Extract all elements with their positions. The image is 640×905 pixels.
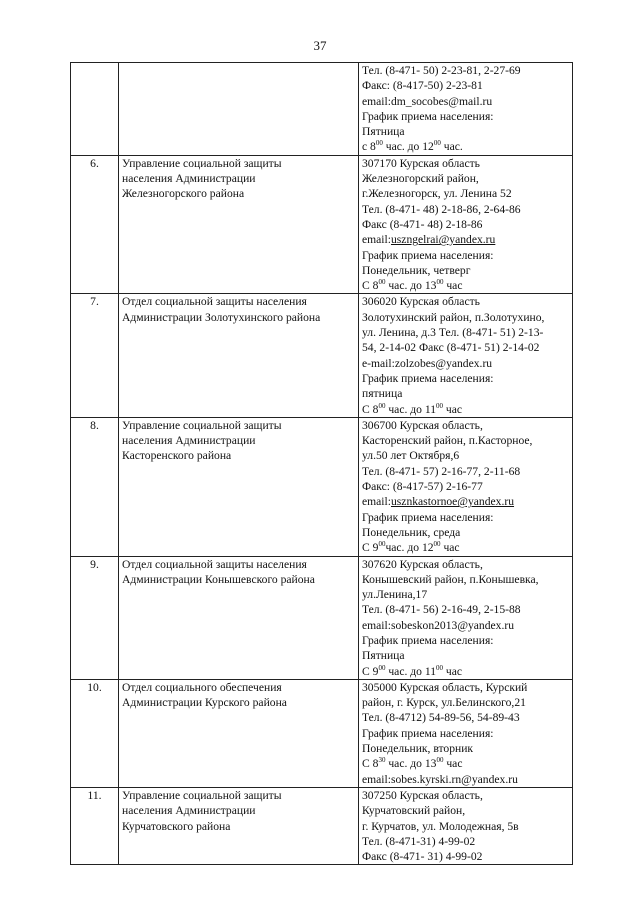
- hours-to-minutes: 00: [436, 401, 444, 410]
- contact-info-line: Понедельник, вторник: [362, 742, 474, 756]
- hours-to-minutes: 00: [436, 278, 444, 287]
- contact-info-line: Тел. (8-471- 50) 2-23-81, 2-27-69: [362, 64, 521, 77]
- contact-info-line: Тел. (8-471- 48) 2-18-86, 2-64-86: [362, 202, 521, 216]
- office-hours-line: [362, 540, 569, 555]
- contact-info-line: email:dm_socobes@mail.ru: [362, 94, 493, 108]
- contact-info-cell: [359, 679, 573, 787]
- table-row: [71, 294, 573, 417]
- hours-from-minutes: 00: [378, 663, 386, 672]
- organization-name-cell: [119, 63, 359, 156]
- contact-info-line: ул.50 лет Октября,6: [362, 449, 460, 463]
- email-prefix: email:: [362, 495, 391, 509]
- contact-info-line: email:sobes.kyrski.rn@yandex.ru: [362, 772, 518, 786]
- hours-from: С 8: [362, 279, 379, 293]
- contact-info-line: 307620 Курская область,: [362, 557, 483, 571]
- row-number: 8.: [71, 417, 119, 556]
- contact-info-line: График приема населения:: [362, 726, 494, 740]
- contact-info-line: г.Железногорск, ул. Ленина 52: [362, 187, 512, 201]
- hours-unit: час: [443, 279, 463, 293]
- contact-info-line: 307250 Курская область,: [362, 788, 483, 802]
- organization-name-line: Железногорского района: [122, 187, 245, 201]
- contact-info-line: Конышевский район, п.Конышевка,: [362, 572, 539, 586]
- hours-to-minutes: 00: [433, 540, 441, 549]
- table-row: [71, 679, 573, 787]
- contact-info-line: Тел. (8-471- 57) 2-16-77, 2-11-68: [362, 464, 521, 478]
- contact-info-line: Пятница: [362, 649, 405, 663]
- contact-info-line: Золотухинский район, п.Золотухино,: [362, 310, 545, 324]
- table-row: [71, 787, 573, 864]
- contact-info-line: email:sobeskon2013@yandex.ru: [362, 618, 515, 632]
- contact-info-line: г. Курчатов, ул. Молодежная, 5в: [362, 819, 519, 833]
- organization-name-cell: [119, 155, 359, 294]
- hours-from-minutes: 00: [378, 540, 386, 549]
- contact-info-line: Пятница: [362, 125, 405, 139]
- office-hours-line: [362, 402, 569, 417]
- hours-from: С 9: [362, 664, 379, 678]
- email-link[interactable]: uszngelrai@yandex.ru: [390, 233, 496, 247]
- row-number: 9.: [71, 556, 119, 679]
- row-number: 11.: [71, 787, 119, 864]
- organization-name-line: населения Администрации: [122, 434, 256, 448]
- contact-info-line: 54, 2-14-02 Факс (8-471- 51) 2-14-02: [362, 341, 540, 355]
- contact-info-line: Тел. (8-471-31) 4-99-02: [362, 834, 476, 848]
- contact-info-line: Факс (8-471- 48) 2-18-86: [362, 217, 483, 231]
- hours-from: с 8: [362, 140, 376, 154]
- social-protection-offices-table: [70, 62, 573, 865]
- contact-info-line: Факс (8-471- 31) 4-99-02: [362, 850, 483, 864]
- contact-info-line: район, г. Курск, ул.Белинского,21: [362, 696, 526, 710]
- contact-info-line: 306020 Курская область: [362, 295, 480, 309]
- contact-info-cell: [359, 155, 573, 294]
- hours-from-minutes: 00: [378, 278, 386, 287]
- hours-to: час. до 11: [385, 402, 437, 416]
- contact-info-line: пятница: [362, 387, 403, 401]
- hours-from-minutes: 00: [378, 401, 386, 410]
- contact-info-line: Факс: (8-417-57) 2-16-77: [362, 480, 483, 494]
- hours-to-minutes: 00: [436, 663, 444, 672]
- contact-info-line: ул.Ленина,17: [362, 588, 428, 602]
- table-row: [71, 556, 573, 679]
- organization-name-line: населения Администрации: [122, 804, 256, 818]
- contact-info-cell: [359, 556, 573, 679]
- organization-name-cell: [119, 294, 359, 417]
- hours-from: С 8: [362, 757, 379, 771]
- contact-info-line: График приема населения:: [362, 371, 494, 385]
- row-number: 6.: [71, 155, 119, 294]
- office-hours-line: [362, 756, 569, 771]
- organization-name-line: Курчатовского района: [122, 819, 231, 833]
- hours-unit: час: [443, 402, 463, 416]
- contact-info-cell: [359, 787, 573, 864]
- organization-name-cell: [119, 417, 359, 556]
- contact-info-line: Понедельник, среда: [362, 525, 461, 539]
- office-hours-line: [362, 139, 569, 154]
- organization-name-line: Администрации Курского района: [122, 696, 287, 710]
- hours-to: час. до 12: [385, 541, 434, 555]
- email-link[interactable]: usznkastornoe@yandex.ru: [390, 495, 515, 509]
- hours-to: час. до 12: [382, 140, 434, 154]
- table-row: [71, 155, 573, 294]
- contact-info-line: Факс: (8-417-50) 2-23-81: [362, 79, 483, 93]
- hours-to: час. до 13: [385, 757, 437, 771]
- table-row: [71, 63, 573, 156]
- hours-from-minutes: 00: [375, 139, 383, 148]
- organization-name-line: Управление социальной защиты: [122, 418, 282, 432]
- contact-info-line: Курчатовский район,: [362, 804, 466, 818]
- organization-name-line: Администрации Золотухинского района: [122, 310, 321, 324]
- row-number: [71, 63, 119, 156]
- organization-name-line: Отдел социального обеспечения: [122, 680, 282, 694]
- hours-to: час. до 11: [385, 664, 437, 678]
- hours-to-minutes: 00: [433, 139, 441, 148]
- hours-from-minutes: 30: [378, 756, 386, 765]
- organization-name-cell: [119, 556, 359, 679]
- contact-info-line: Тел. (8-4712) 54-89-56, 54-89-43: [362, 711, 520, 725]
- contact-info-line: e-mail:zolzobes@yandex.ru: [362, 356, 493, 370]
- hours-unit: час.: [440, 140, 463, 154]
- hours-to: час. до 13: [385, 279, 437, 293]
- contact-info-line: График приема населения:: [362, 510, 494, 524]
- hours-to-minutes: 00: [436, 756, 444, 765]
- contact-info-cell: [359, 63, 573, 156]
- organization-name-line: Отдел социальной защиты населения: [122, 295, 307, 309]
- organization-name-line: Управление социальной защиты: [122, 156, 282, 170]
- table-row: [71, 417, 573, 556]
- hours-unit: час: [440, 541, 460, 555]
- contact-info-line: График приема населения:: [362, 248, 494, 262]
- contact-info-line: Железногорский район,: [362, 172, 479, 186]
- page-number: 37: [313, 38, 327, 53]
- office-hours-line: [362, 664, 569, 679]
- hours-unit: час: [443, 757, 463, 771]
- hours-unit: час: [443, 664, 463, 678]
- email-line: [362, 232, 569, 247]
- hours-from: С 9: [362, 541, 379, 555]
- contact-info-line: 305000 Курская область, Курский: [362, 680, 528, 694]
- email-prefix: email:: [362, 233, 391, 247]
- office-hours-line: [362, 278, 569, 293]
- organization-name-cell: [119, 787, 359, 864]
- organization-name-line: Отдел социальной защиты населения: [122, 557, 307, 571]
- contact-info-cell: [359, 417, 573, 556]
- organization-name-line: Управление социальной защиты: [122, 788, 282, 802]
- contact-info-cell: [359, 294, 573, 417]
- organization-name-cell: [119, 679, 359, 787]
- row-number: 7.: [71, 294, 119, 417]
- hours-from: С 8: [362, 402, 379, 416]
- organization-name-line: Касторенского района: [122, 449, 232, 463]
- email-line: [362, 494, 569, 509]
- contact-info-line: Касторенский район, п.Касторное,: [362, 434, 533, 448]
- row-number: 10.: [71, 679, 119, 787]
- organization-name-line: населения Администрации: [122, 172, 256, 186]
- contact-info-line: 307170 Курская область: [362, 156, 480, 170]
- contact-info-line: Тел. (8-471- 56) 2-16-49, 2-15-88: [362, 603, 521, 617]
- contact-info-line: График приема населения:: [362, 109, 494, 123]
- contact-info-line: Понедельник, четверг: [362, 263, 471, 277]
- contact-info-line: График приема населения:: [362, 633, 494, 647]
- contact-info-line: ул. Ленина, д.3 Тел. (8-471- 51) 2-13-: [362, 326, 544, 340]
- organization-name-line: Администрации Конышевского района: [122, 572, 315, 586]
- contact-info-line: 306700 Курская область,: [362, 418, 483, 432]
